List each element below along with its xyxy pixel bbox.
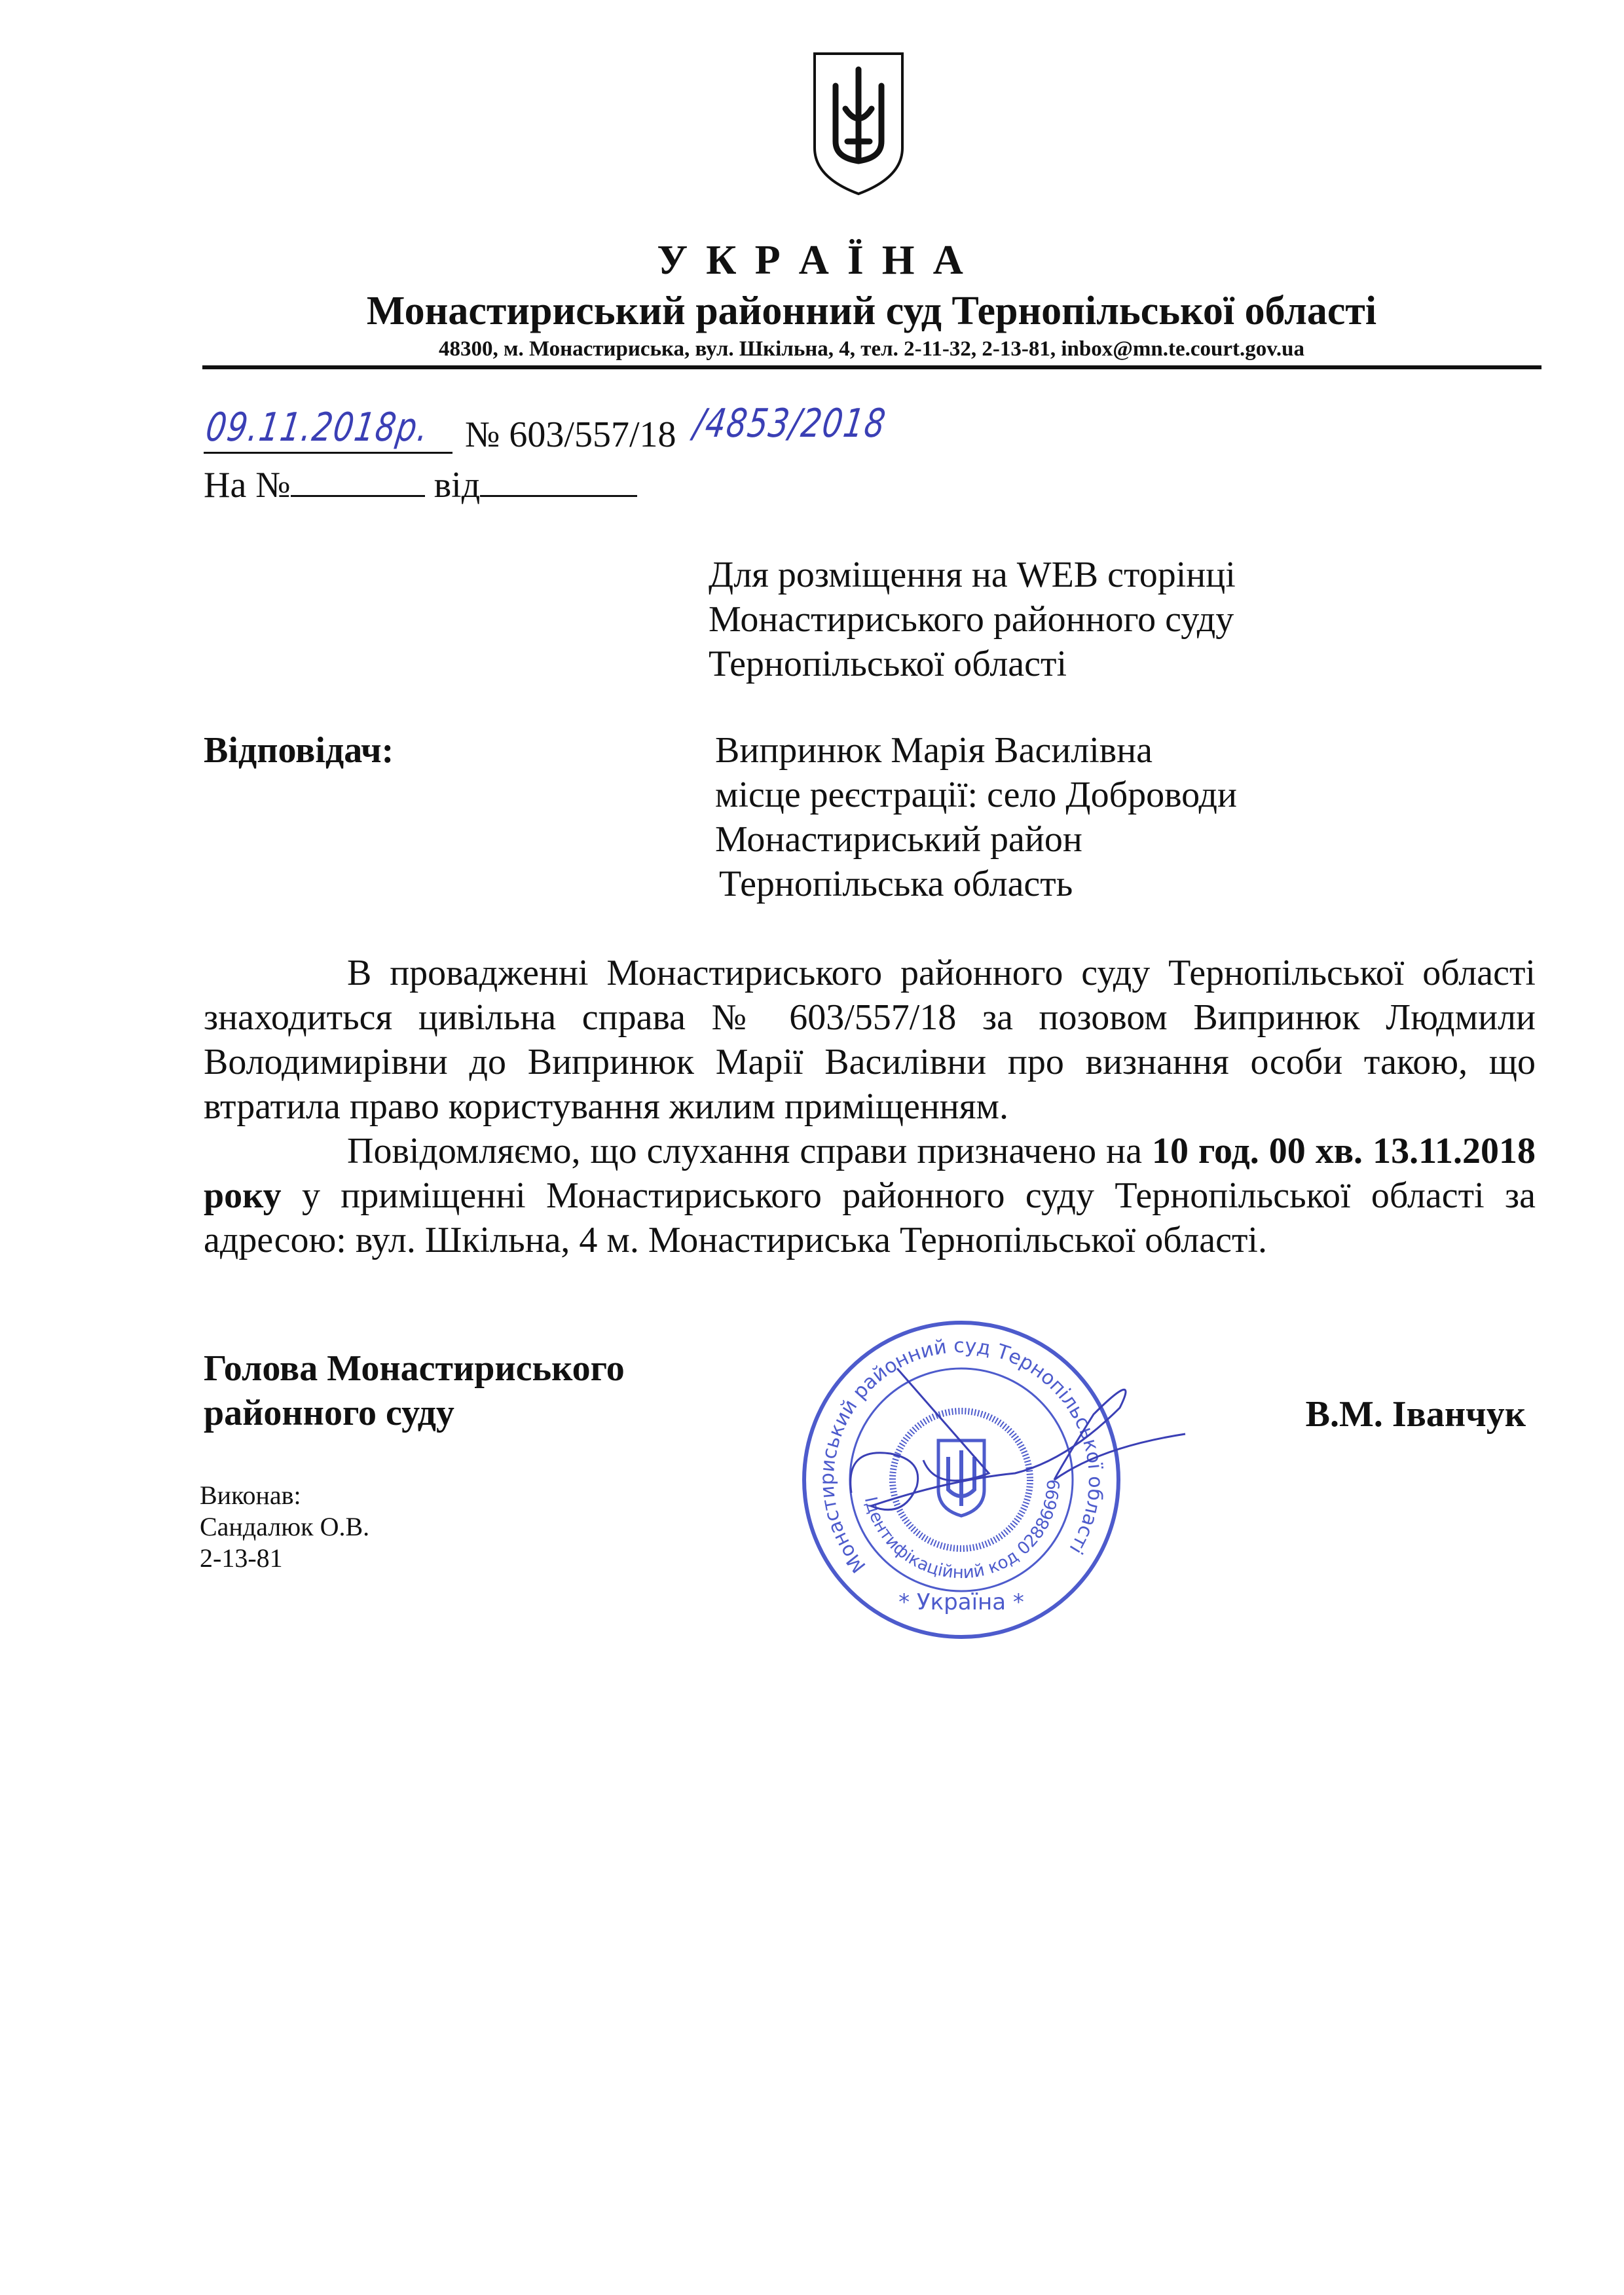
from-label: від: [434, 465, 481, 505]
header-rule: [202, 365, 1541, 369]
trident-emblem-icon: [809, 50, 908, 197]
addressee-line: Монастириського районного суду: [709, 599, 1234, 640]
body-paragraph-hearing: [204, 1129, 1536, 1262]
signatory-title-line: Голова Монастириського: [204, 1348, 625, 1389]
respondent-region: Тернопільська область: [719, 864, 1073, 904]
stamp-inner-text: Ідентифікаційний код 02886699: [860, 1478, 1065, 1583]
signatory-name: В.М. Іванчук: [1305, 1394, 1526, 1435]
respondent-registration: місце реєстрації: село Доброводи: [715, 775, 1238, 815]
executor-phone: 2-13-81: [200, 1543, 283, 1573]
respondent-name: Випринюк Марія Василівна: [715, 730, 1153, 771]
addressee-line: Тернопільської області: [709, 644, 1067, 684]
executor-label: Виконав:: [200, 1480, 301, 1510]
hearing-datetime: 10 год. 00 хв. 13.11.2018 року: [204, 1131, 1536, 1216]
outgoing-date-field: [204, 405, 452, 454]
court-name: Монастириський районний суд Тернопільської області: [366, 289, 1377, 333]
outgoing-number: № 603/557/18: [465, 414, 676, 455]
body-text: [204, 951, 1536, 1262]
reply-reference-line: [204, 461, 637, 507]
addressee-line: Для розміщення на WEB сторінці: [709, 555, 1236, 595]
hearing-text: Повідомляємо, що слухання справи призначено на: [347, 1131, 1152, 1171]
addressee-block: [709, 553, 1236, 686]
signatory-title-line: районного суду: [204, 1393, 454, 1433]
executor-name: Сандалюк О.В.: [200, 1512, 370, 1541]
handwritten-signature: [819, 1329, 1211, 1558]
respondent-block: [715, 728, 1237, 906]
respondent-district: Монастириський район: [715, 819, 1082, 860]
respondent-label: Відповідач:: [204, 730, 394, 771]
court-address: 48300, м. Монастириська, вул. Шкільна, 4, тел. 2-11-32, 2-13-81, inbox@mn.te.court.gov.ua: [438, 337, 1305, 361]
country-heading: У К Р А Ї Н А: [657, 236, 967, 283]
reply-number-label: На №: [204, 465, 291, 505]
stamp-bottom-text: * Україна *: [898, 1589, 1024, 1615]
handwritten-date: 09.11.2018р.: [203, 405, 432, 450]
hearing-location: у приміщенні Монастириського районного суду Тернопільської області за адресою: вул. Шкільна, 4 м. Монастириська Тернопільської області.: [204, 1175, 1536, 1260]
executor-block: [200, 1480, 369, 1574]
stamp-outer-text: Монастириський районний суд Тернопільської області: [815, 1334, 1107, 1577]
signatory-title: [204, 1346, 625, 1435]
body-paragraph-case: В провадженні Монастириського районного суду Тернопільської області знаходиться цивільна справа № 603/557/18 за позовом Випринюк Людмили Володимирівни до Випринюк Марії Василівни про визнання особи такою, що втратила право користування жилим приміщенням.: [204, 953, 1536, 1127]
handwritten-registration-number: /4853/2018: [691, 401, 889, 447]
